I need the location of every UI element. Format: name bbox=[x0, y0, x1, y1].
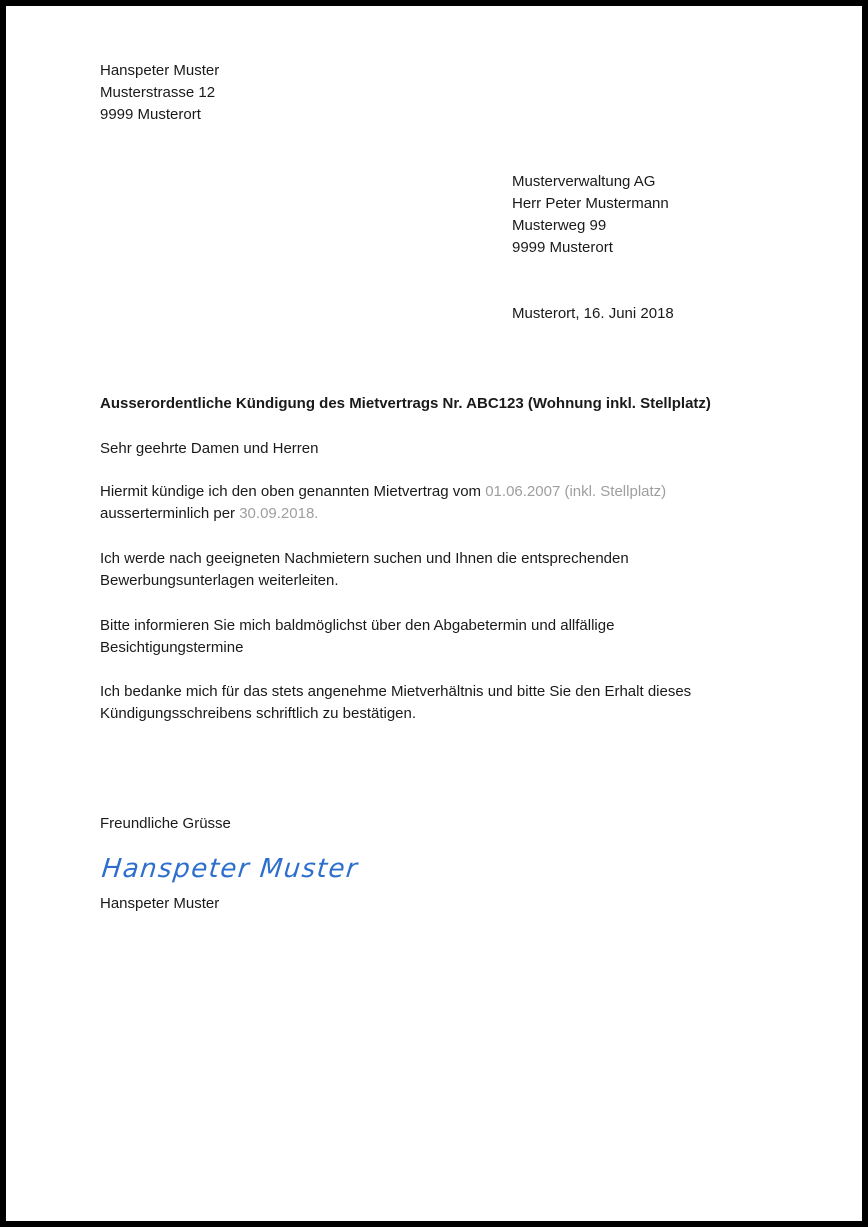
paragraph-applicants: Ich werde nach geeigneten Nachmietern suchen und Ihnen die entsprechenden Bewerbungsunterlagen weiterleiten. bbox=[100, 550, 629, 589]
termination-date-value: 30.09.2018. bbox=[239, 505, 319, 522]
sender-city: 9999 Musterort bbox=[100, 106, 201, 123]
typed-signature-name: Hanspeter Muster bbox=[100, 895, 220, 912]
sender-address bbox=[100, 60, 219, 126]
recipient-contact: Herr Peter Mustermann bbox=[512, 195, 669, 212]
sender-name: Hanspeter Muster bbox=[100, 62, 220, 79]
recipient-street: Musterweg 99 bbox=[512, 217, 607, 234]
salutation: Sehr geehrte Damen und Herren bbox=[100, 440, 319, 457]
recipient-company: Musterverwaltung AG bbox=[512, 173, 656, 190]
recipient-address bbox=[512, 171, 669, 259]
paragraph-thanks: Ich bedanke mich für das stets angenehme Mietverhältnis und bitte Sie den Erhalt dieses Kündigungsschreibens schriftlich zu bestätigen. bbox=[100, 683, 692, 722]
subject-line: Ausserordentliche Kündigung des Mietvertrags Nr. ABC123 (Wohnung inkl. Stellplatz) bbox=[100, 395, 711, 412]
closing-phrase: Freundliche Grüsse bbox=[100, 815, 231, 832]
termination-lead: Hiermit kündige ich den oben genannten Mietvertrag vom bbox=[100, 483, 486, 500]
recipient-city: 9999 Musterort bbox=[512, 239, 613, 256]
termination-middle: ausserterminlich per bbox=[100, 505, 240, 522]
handwritten-signature: Hanspeter Muster bbox=[100, 854, 360, 884]
paragraph-termination bbox=[100, 481, 760, 525]
contract-date-value: 01.06.2007 (inkl. Stellplatz) bbox=[485, 483, 667, 500]
paragraph-handover: Bitte informieren Sie mich baldmöglichst über den Abgabetermin und allfällige Besichtigungstermine bbox=[100, 617, 615, 656]
sender-street: Musterstrasse 12 bbox=[100, 84, 216, 101]
date-line: Musterort, 16. Juni 2018 bbox=[512, 305, 674, 322]
